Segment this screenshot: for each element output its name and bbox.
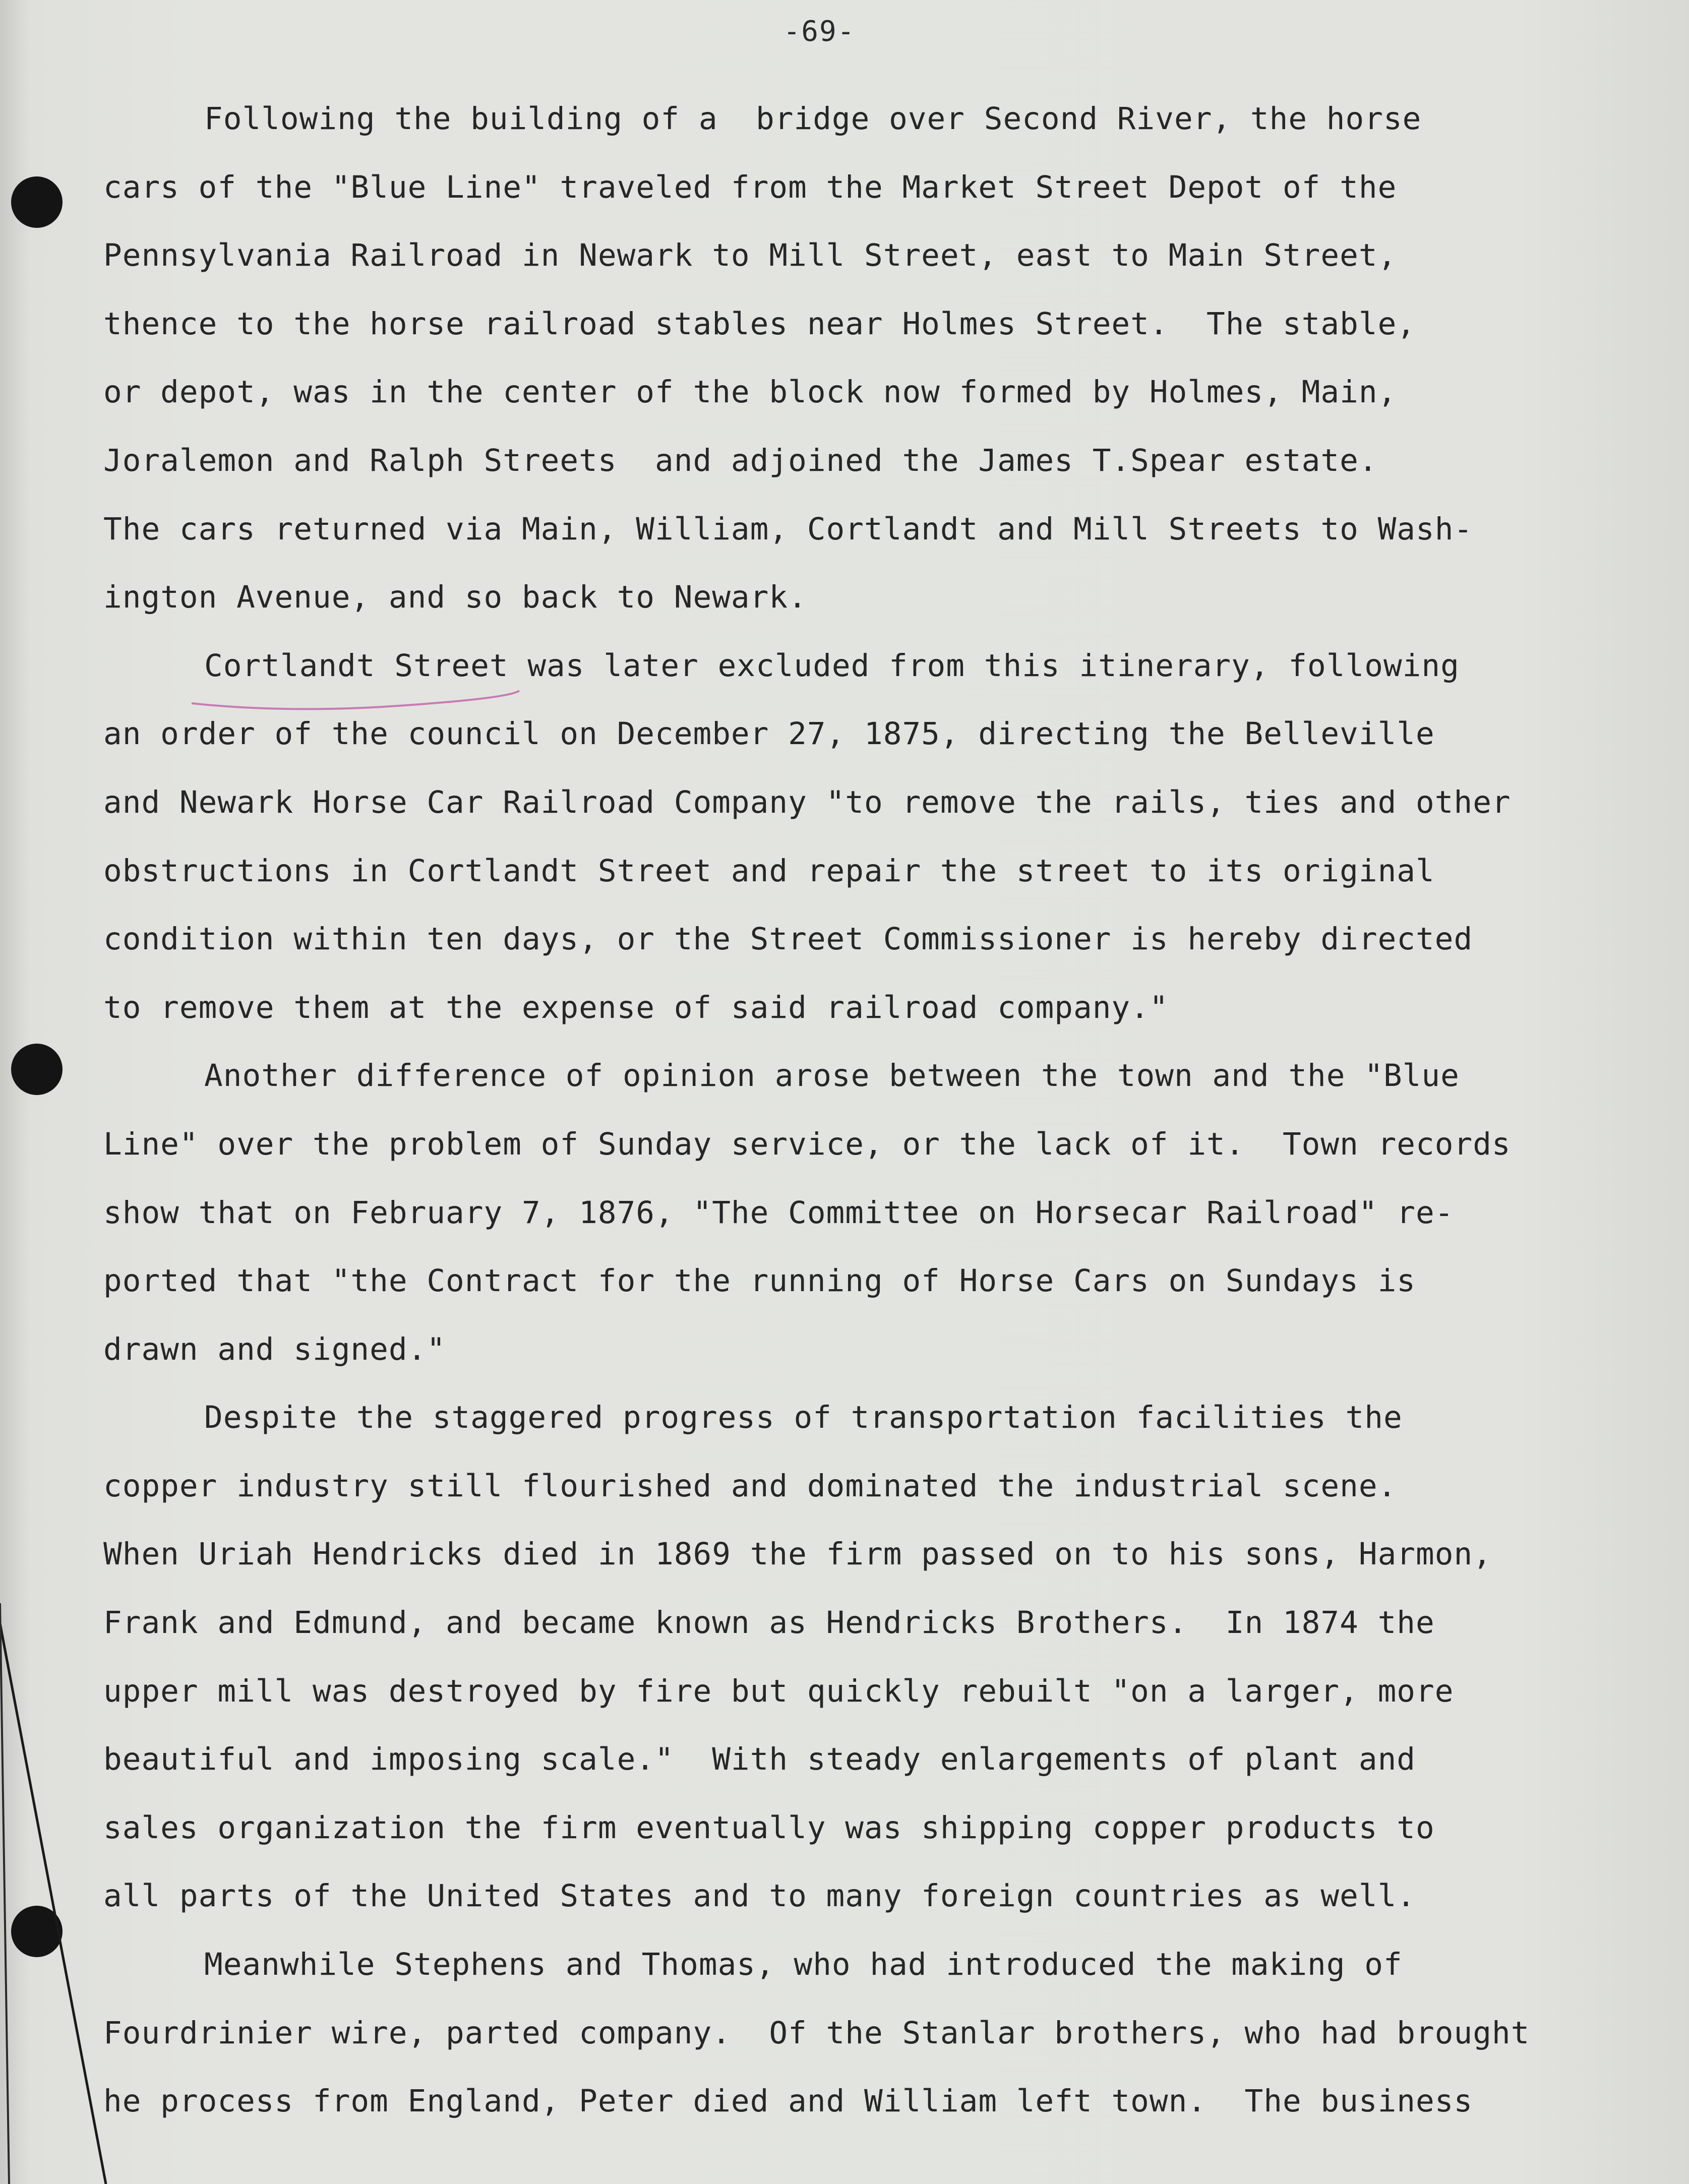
text-line: or depot, was in the center of the block now formed by Holmes, Main, [103,374,1397,410]
text-line: all parts of the United States and to many foreign countries as well. [103,1878,1416,1914]
text-line: Joralemon and Ralph Streets and adjoined the James T.Spear estate. [103,442,1378,478]
text-line: Meanwhile Stephens and Thomas, who had introduced the making of [204,1947,1403,1983]
text-line: Frank and Edmund, and became known as Hendricks Brothers. In 1874 the [103,1605,1435,1641]
text-line: Another difference of opinion arose between the town and the "Blue [204,1058,1460,1094]
text-line: Line" over the problem of Sunday service, or the lack of it. Town records [103,1126,1511,1162]
text-line: Following the building of a bridge over Second River, the horse [204,101,1422,137]
text-line: an order of the council on December 27, 1875, directing the Belleville [103,716,1435,752]
text-line: obstructions in Cortlandt Street and repair the street to its original [103,853,1435,889]
punch-hole [11,1044,63,1095]
text-line: Despite the staggered progress of transportation facilities the [204,1400,1403,1436]
text-line: show that on February 7, 1876, "The Committee on Horsecar Railroad" re- [103,1194,1454,1231]
text-line: ported that "the Contract for the running of Horse Cars on Sundays is [103,1263,1416,1299]
text-line: ington Avenue, and so back to Newark. [103,579,807,616]
text-line: thence to the horse railroad stables near Holmes Street. The stable, [103,306,1416,342]
text-line: drawn and signed." [103,1331,446,1367]
text-line: The cars returned via Main, William, Cortlandt and Mill Streets to Wash- [103,511,1473,547]
punch-hole [11,176,63,228]
text-line: sales organization the firm eventually was shipping copper products to [103,1809,1435,1846]
text-line: Fourdrinier wire, parted company. Of the Stanlar brothers, who had brought [103,2015,1530,2051]
text-line: and Newark Horse Car Railroad Company "to remove the rails, ties and other [103,784,1511,820]
body-text [103,85,1646,2136]
text-line: upper mill was destroyed by fire but quickly rebuilt "on a larger, more [103,1673,1454,1709]
text-line: condition within ten days, or the Street Commissioner is hereby directed [103,921,1473,957]
text-line: beautiful and imposing scale." With steady enlargements of plant and [103,1741,1416,1778]
text-line: copper industry still flourished and dominated the industrial scene. [103,1468,1397,1504]
text-line: Pennsylvania Railroad in Newark to Mill Street, east to Main Street, [103,237,1397,274]
text-line: cars of the "Blue Line" traveled from the Market Street Depot of the [103,169,1397,205]
page-number: -69- [783,15,856,48]
text-line: he process from England, Peter died and William left town. The business [103,2083,1473,2119]
text-line: to remove them at the expense of said railroad company." [103,989,1169,1025]
text-line: When Uriah Hendricks died in 1869 the firm passed on to his sons, Harmon, [103,1536,1492,1572]
text-line: Cortlandt Street was later excluded from this itinerary, following [204,647,1460,684]
